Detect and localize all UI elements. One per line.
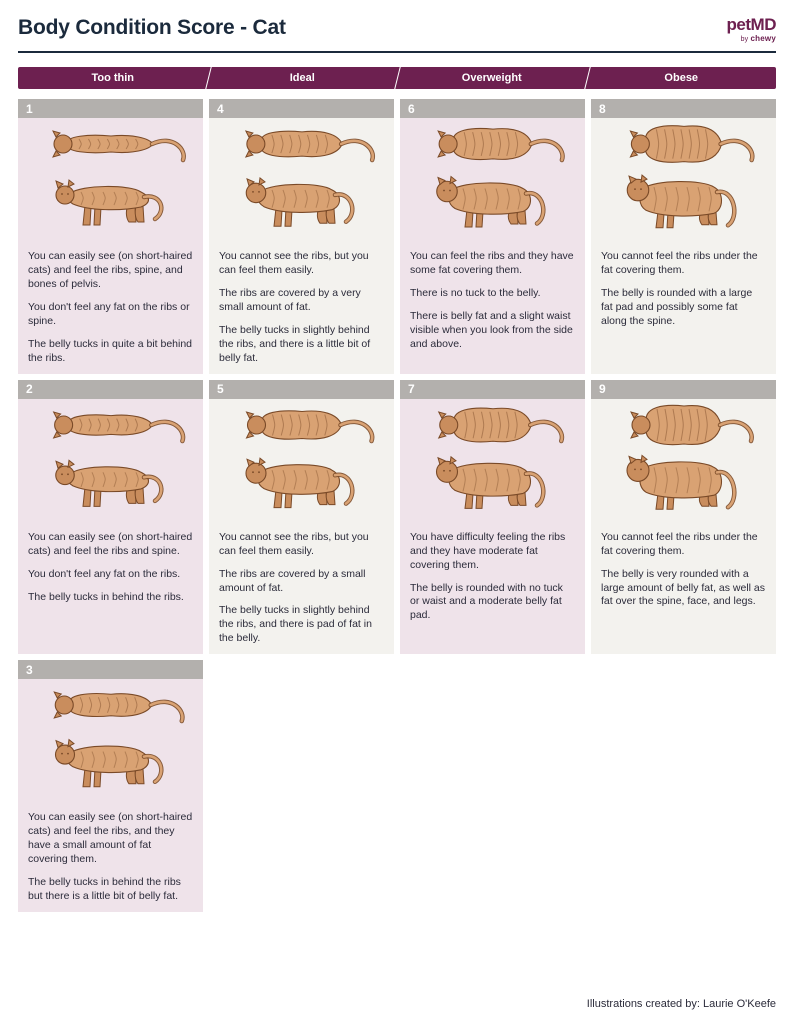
brand-logo xyxy=(727,14,776,43)
score-card-7 xyxy=(400,380,585,655)
brand-byline-name: chewy xyxy=(750,34,776,43)
cat-illustration-7 xyxy=(400,399,585,531)
score-description-5 xyxy=(209,531,394,647)
description-paragraph: You cannot see the ribs, but you can feel them easily. xyxy=(219,530,369,557)
score-card-5 xyxy=(209,380,394,655)
description-paragraph: The belly is rounded with a large fat pad and possibly some fat along the spine. xyxy=(601,286,753,327)
cat-illustration-2 xyxy=(18,399,203,531)
score-grid xyxy=(18,99,776,912)
score-card-1 xyxy=(18,99,203,374)
score-number-8: 8 xyxy=(591,99,776,118)
score-description-2 xyxy=(18,531,203,605)
description-paragraph: You can easily see (on short-haired cats) and feel the ribs and spine. xyxy=(28,530,193,557)
score-number-4: 4 xyxy=(209,99,394,118)
category-ideal: Ideal xyxy=(208,67,398,89)
page-header xyxy=(0,0,794,43)
score-number-7: 7 xyxy=(400,380,585,399)
score-number-6: 6 xyxy=(400,99,585,118)
score-number-3: 3 xyxy=(18,660,203,679)
empty-cell xyxy=(209,660,394,912)
description-paragraph: You don't feel any fat on the ribs or spine. xyxy=(28,300,190,327)
description-paragraph: You can feel the ribs and they have some fat covering them. xyxy=(410,250,574,276)
score-description-7 xyxy=(400,531,585,624)
description-paragraph: You have difficulty feeling the ribs and they have moderate fat covering them. xyxy=(410,530,566,571)
cat-illustration-8 xyxy=(591,118,776,250)
header-divider xyxy=(18,51,776,53)
score-description-3 xyxy=(18,811,203,904)
cat-illustration-5 xyxy=(209,399,394,531)
cat-illustration-6 xyxy=(400,118,585,250)
category-bar xyxy=(18,67,776,89)
cat-illustration-9 xyxy=(591,399,776,531)
description-paragraph: You don't feel any fat on the ribs. xyxy=(28,567,181,580)
score-card-6 xyxy=(400,99,585,374)
description-paragraph: The belly tucks in behind the ribs. xyxy=(28,590,184,603)
description-paragraph: You can easily see (on short-haired cats) and feel the ribs, spine, and bones of pelvis. xyxy=(28,250,193,290)
empty-cell xyxy=(400,660,585,912)
page-title: Body Condition Score - Cat xyxy=(18,16,286,39)
brand-byline-prefix: by xyxy=(740,36,751,43)
description-paragraph: You cannot see the ribs, but you can feel them easily. xyxy=(219,250,369,276)
description-paragraph: You cannot feel the ribs under the fat covering them. xyxy=(601,250,758,276)
score-card-8 xyxy=(591,99,776,374)
score-card-9 xyxy=(591,380,776,655)
category-overweight: Overweight xyxy=(397,67,587,89)
score-description-8 xyxy=(591,250,776,329)
category-obese: Obese xyxy=(587,67,777,89)
empty-cell xyxy=(591,660,776,912)
score-description-1 xyxy=(18,250,203,366)
brand-byline xyxy=(727,35,776,43)
description-paragraph: The belly is very rounded with a large amount of belly fat, as well as fat over the spine, face, and legs. xyxy=(601,567,766,608)
score-card-2 xyxy=(18,380,203,655)
description-paragraph: The belly is rounded with no tuck or waist and a moderate belly fat pad. xyxy=(410,581,563,622)
score-description-6 xyxy=(400,250,585,352)
score-description-9 xyxy=(591,531,776,610)
category-too-thin: Too thin xyxy=(91,72,135,84)
description-paragraph: The ribs are covered by a small amount of fat. xyxy=(219,567,366,594)
description-paragraph: You can easily see (on short-haired cats) and feel the ribs, and they have a small amount of fat covering them. xyxy=(28,811,193,866)
description-paragraph: You cannot feel the ribs under the fat covering them. xyxy=(601,530,758,557)
score-number-2: 2 xyxy=(18,380,203,399)
description-paragraph: There is belly fat and a slight waist visible when you look from the side and above. xyxy=(410,309,573,350)
cat-illustration-3 xyxy=(18,679,203,811)
score-number-9: 9 xyxy=(591,380,776,399)
description-paragraph: The ribs are covered by a very small amount of fat. xyxy=(219,286,361,313)
description-paragraph: There is no tuck to the belly. xyxy=(410,286,541,299)
description-paragraph: The belly tucks in slightly behind the ribs, and there is a little bit of belly fat. xyxy=(219,323,371,364)
score-description-4 xyxy=(209,250,394,366)
description-paragraph: The belly tucks in slightly behind the ribs, and there is pad of fat in the belly. xyxy=(219,604,372,645)
score-number-5: 5 xyxy=(209,380,394,399)
description-paragraph: The belly tucks in behind the ribs but there is a little bit of belly fat. xyxy=(28,876,181,903)
illustration-credit: Illustrations created by: Laurie O'Keefe xyxy=(586,998,776,1010)
brand-name: petMD xyxy=(726,15,776,34)
description-paragraph: The belly tucks in quite a bit behind the ribs. xyxy=(28,337,193,364)
score-card-3 xyxy=(18,660,203,912)
cat-illustration-1 xyxy=(18,118,203,250)
score-card-4 xyxy=(209,99,394,374)
score-number-1: 1 xyxy=(18,99,203,118)
cat-illustration-4 xyxy=(209,118,394,250)
